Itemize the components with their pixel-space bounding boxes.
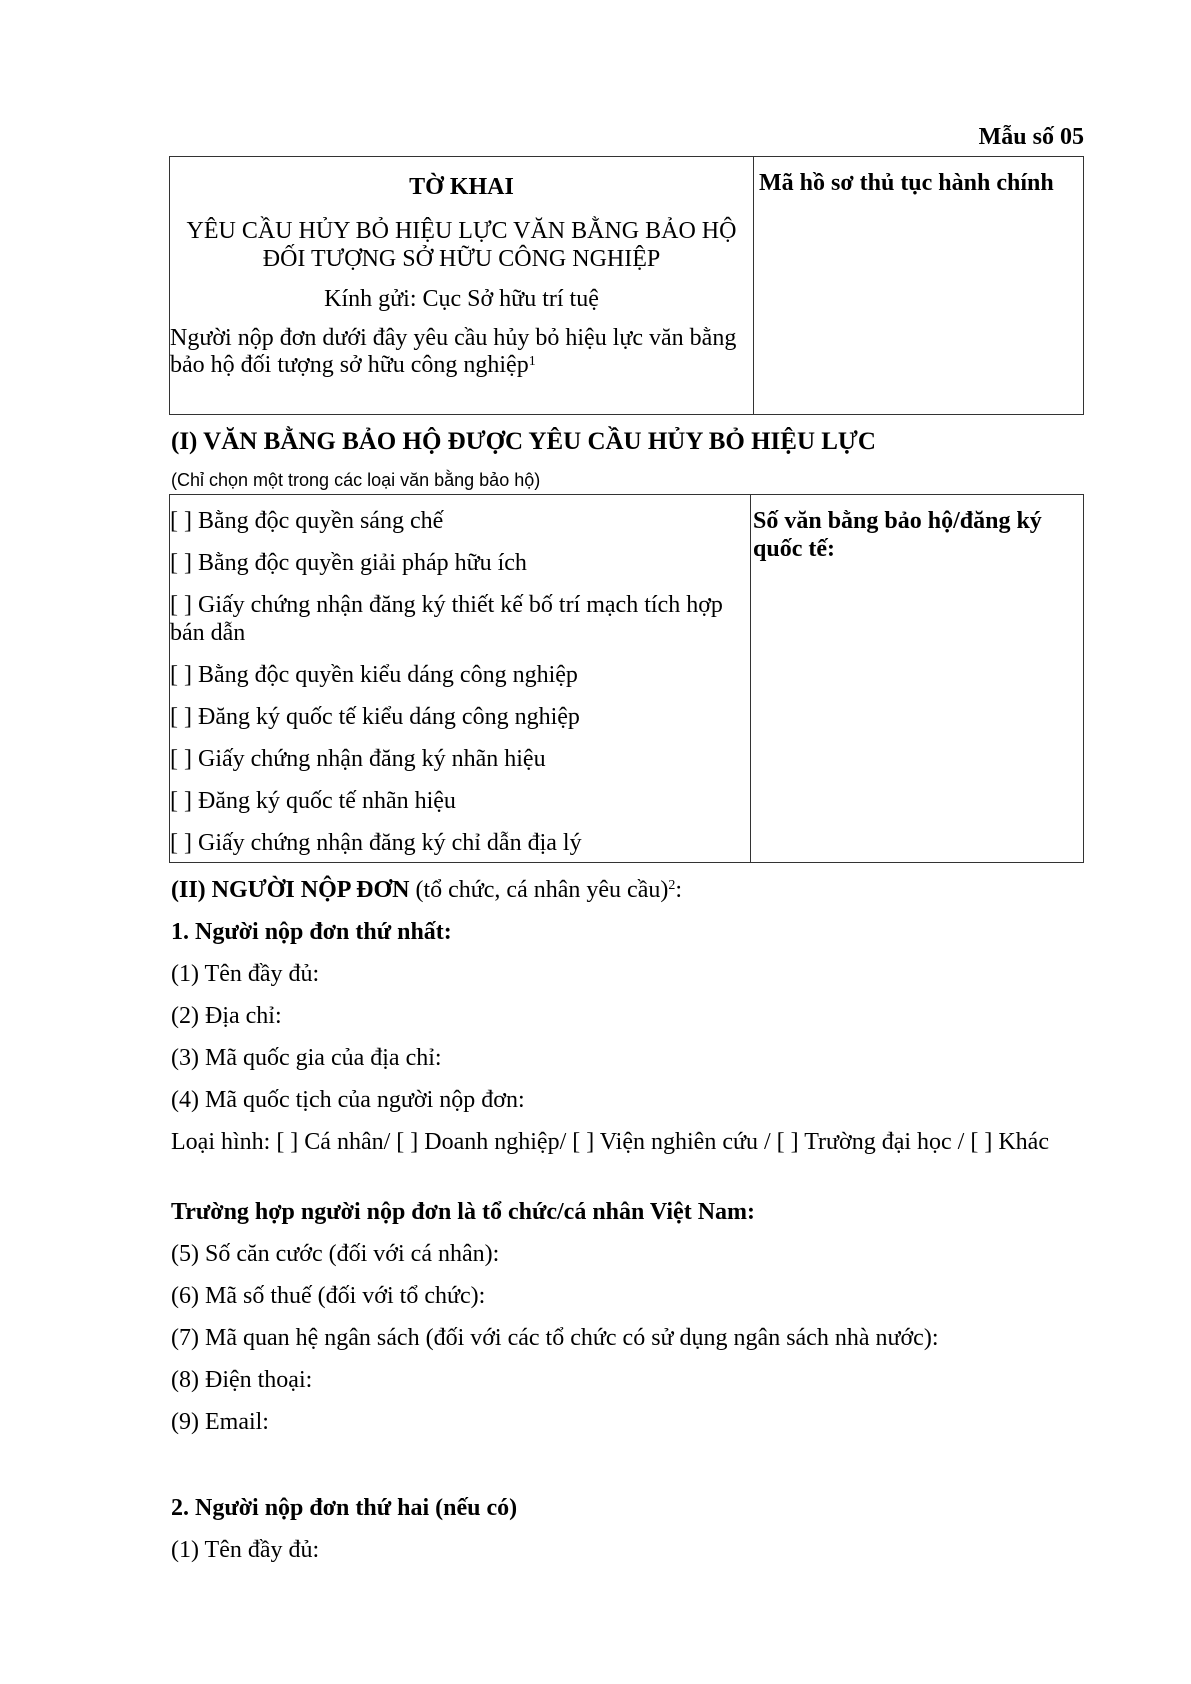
applicant1-tax-code-field[interactable]: (6) Mã số thuế (đối với tổ chức): xyxy=(171,1283,486,1309)
form-title-cell xyxy=(170,157,754,415)
form-header-table xyxy=(169,156,1084,415)
form-subtitle-line2: ĐỐI TƯỢNG SỞ HỮU CÔNG NGHIỆP xyxy=(262,246,661,272)
applicant1-phone-field[interactable]: (8) Điện thoại: xyxy=(171,1367,313,1393)
option-ic-layout-design[interactable]: [ ] Giấy chứng nhận đăng ký thiết kế bố trí mạch tích hợp bán dẫn xyxy=(170,592,723,646)
section2-title-bold: (II) NGƯỜI NỘP ĐƠN xyxy=(171,877,410,903)
section2-title xyxy=(171,876,1091,904)
patent-type-table xyxy=(169,494,1084,863)
patent-type-options xyxy=(170,495,751,863)
applicant1-budget-code-field[interactable]: (7) Mã quan hệ ngân sách (đối với các tổ chức có sử dụng ngân sách nhà nước): xyxy=(171,1325,939,1351)
footnote-ref-2: 2 xyxy=(668,878,676,893)
applicant1-country-code-field[interactable]: (3) Mã quốc gia của địa chỉ: xyxy=(171,1045,442,1071)
form-title: TỜ KHAI xyxy=(409,174,514,200)
option-industrial-design-patent[interactable]: [ ] Bằng độc quyền kiểu dáng công nghiệp xyxy=(170,662,578,688)
vietnamese-applicant-heading: Trường hợp người nộp đơn là tổ chức/cá nhân Việt Nam: xyxy=(171,1199,756,1225)
footnote-ref-1: 1 xyxy=(528,354,536,369)
option-trademark-certificate[interactable]: [ ] Giấy chứng nhận đăng ký nhãn hiệu xyxy=(170,746,546,772)
applicant1-email-field[interactable]: (9) Email: xyxy=(171,1409,269,1435)
option-utility-solution-patent[interactable]: [ ] Bằng độc quyền giải pháp hữu ích xyxy=(170,550,527,576)
recipient: Kính gửi: Cục Sở hữu trí tuệ xyxy=(324,286,599,312)
section1-note: (Chỉ chọn một trong các loại văn bằng bảo hộ) xyxy=(171,470,541,490)
applicant1-id-number-field[interactable]: (5) Số căn cước (đối với cá nhân): xyxy=(171,1241,500,1267)
patent-number-label: Số văn bằng bảo hộ/đăng ký quốc tế: xyxy=(753,508,1042,562)
option-invention-patent[interactable]: [ ] Bằng độc quyền sáng chế xyxy=(170,508,444,534)
applicant2-heading: 2. Người nộp đơn thứ hai (nếu có) xyxy=(171,1495,518,1521)
applicant1-nationality-field[interactable]: (4) Mã quốc tịch của người nộp đơn: xyxy=(171,1087,525,1113)
intro-text xyxy=(170,325,753,379)
applicant1-full-name-field[interactable]: (1) Tên đầy đủ: xyxy=(171,961,320,987)
intro-sentence: Người nộp đơn dưới đây yêu cầu hủy bỏ hiệu lực văn bằng bảo hộ đối tượng sở hữu công nghiệp xyxy=(170,325,737,378)
applicant1-address-field[interactable]: (2) Địa chỉ: xyxy=(171,1003,282,1029)
applicant1-heading: 1. Người nộp đơn thứ nhất: xyxy=(171,919,452,945)
option-geographical-indication[interactable]: [ ] Giấy chứng nhận đăng ký chỉ dẫn địa lý xyxy=(170,830,582,856)
option-intl-industrial-design[interactable]: [ ] Đăng ký quốc tế kiểu dáng công nghiệp xyxy=(170,704,580,730)
option-intl-trademark[interactable]: [ ] Đăng ký quốc tế nhãn hiệu xyxy=(170,788,456,814)
form-subtitle-line1: YÊU CẦU HỦY BỎ HIỆU LỰC VĂN BẰNG BẢO HỘ xyxy=(186,218,737,244)
form-number: Mẫu số 05 xyxy=(978,124,1084,150)
patent-number-cell[interactable] xyxy=(751,495,1084,863)
procedure-code-label: Mã hồ sơ thủ tục hành chính xyxy=(759,170,1054,196)
section2-title-rest: (tổ chức, cá nhân yêu cầu) xyxy=(409,877,669,903)
applicant2-full-name-field[interactable]: (1) Tên đầy đủ: xyxy=(171,1537,320,1563)
procedure-code-cell[interactable] xyxy=(754,157,1084,415)
applicant1-type-field[interactable]: Loại hình: [ ] Cá nhân/ [ ] Doanh nghiệp/ [ ] Viện nghiên cứu / [ ] Trường đại học / [ ] Khác xyxy=(171,1129,1049,1155)
section2-title-colon: : xyxy=(675,877,683,903)
section1-title: (I) VĂN BẰNG BẢO HỘ ĐƯỢC YÊU CẦU HỦY BỎ HIỆU LỰC xyxy=(171,428,876,455)
